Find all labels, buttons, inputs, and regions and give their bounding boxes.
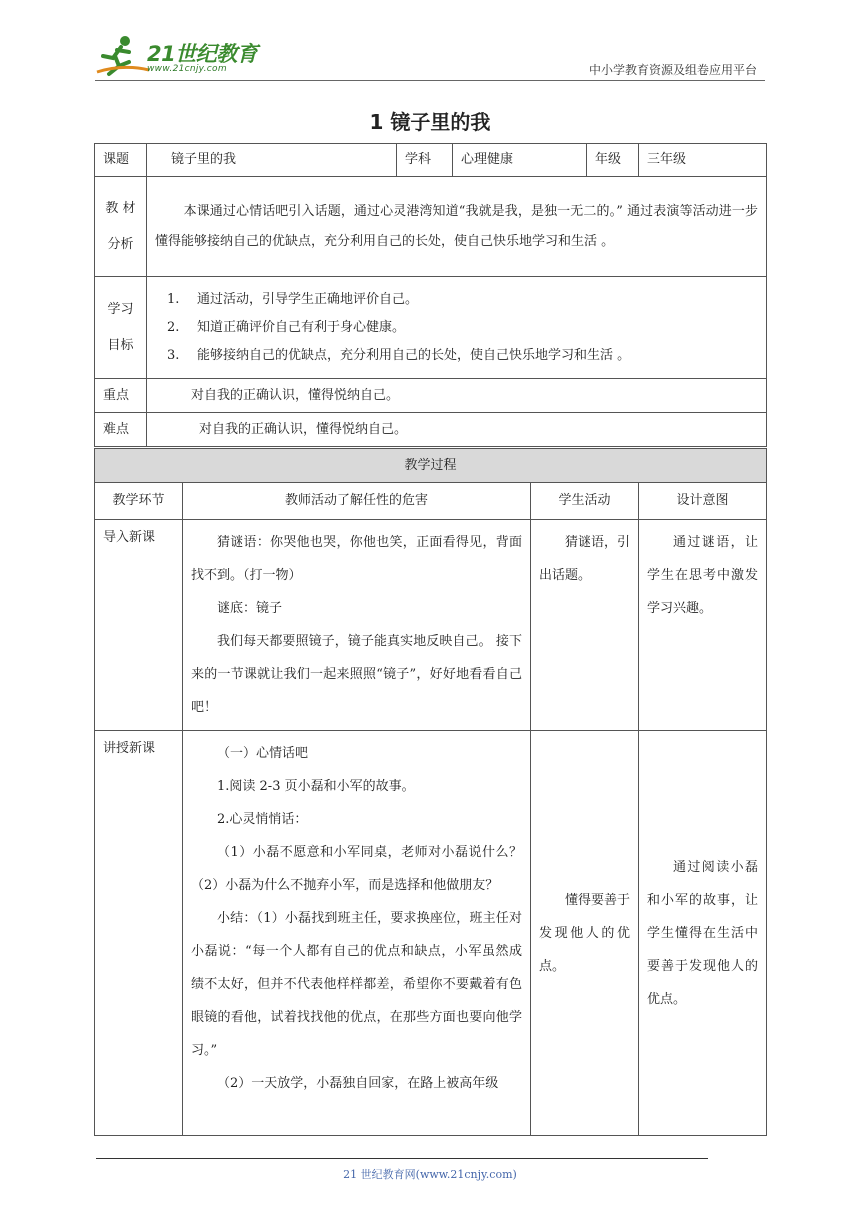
objective-item xyxy=(167,316,758,340)
teacher-activity-cell xyxy=(183,520,531,731)
process-banner: 教学过程 xyxy=(95,449,767,483)
student-activity-cell xyxy=(531,731,639,1136)
teacher-paragraph: 2.心灵悄悄话： xyxy=(217,812,308,827)
process-banner-row xyxy=(95,449,767,483)
objective-number: 2. xyxy=(167,319,180,335)
lesson-info-table xyxy=(94,143,767,447)
topic-row xyxy=(95,144,767,177)
objective-text: 能够接纳自己的优缺点，充分利用自己的长处，使自己快乐地学习和生活 。 xyxy=(197,347,631,363)
design-intent-text: 通过谜语，让学生在思考中激发学习兴趣。 xyxy=(647,535,759,616)
teacher-activity-cell xyxy=(183,731,531,1136)
analysis-label xyxy=(95,177,147,277)
runner-logo-icon xyxy=(95,34,151,78)
objectives-row xyxy=(95,277,767,379)
student-activity-text: 猜谜语，引出话题。 xyxy=(539,535,631,583)
document-title: 1 镜子里的我 xyxy=(369,110,491,134)
objective-number: 3. xyxy=(167,347,180,363)
process-row-new-lesson xyxy=(95,731,767,1136)
header-student-activity: 学生活动 xyxy=(531,483,639,520)
stage-cell: 导入新课 xyxy=(95,520,183,731)
header-teacher-activity: 教师活动了解任性的危害 xyxy=(183,483,531,520)
header-divider xyxy=(95,80,765,81)
key-point-label: 重点 xyxy=(95,379,147,413)
objective-item xyxy=(167,344,758,368)
subject-label: 学科 xyxy=(397,144,453,177)
header-design-intent: 设计意图 xyxy=(639,483,767,520)
difficulty-row xyxy=(95,413,767,447)
objective-text: 通过活动，引导学生正确地评价自己。 xyxy=(197,291,419,307)
objectives-label xyxy=(95,277,147,379)
teacher-paragraph: 小结：（1）小磊找到班主任，要求换座位，班主任对小磊说：“每一个人都有自己的优点和缺点，小军虽然成绩不太好，但并不代表他样样都差，希望你不要戴着有色眼镜的看他，试着找找他的优点，在那些方面也要向他学习。” xyxy=(191,911,522,1058)
header-stage: 教学环节 xyxy=(95,483,183,520)
student-activity-cell xyxy=(531,520,639,731)
stage-cell: 讲授新课 xyxy=(95,731,183,1136)
objectives-label-line2: 目标 xyxy=(107,337,134,353)
topic-value: 镜子里的我 xyxy=(147,144,397,177)
student-activity-text: 懂得要善于发现他人的优点。 xyxy=(539,892,631,974)
logo-site-text: www.21cnjy.com xyxy=(147,64,227,74)
analysis-label-line1: 教 材 xyxy=(105,200,136,216)
teaching-process-table xyxy=(94,448,767,1136)
teacher-paragraph: 1.阅读 2-3 页小磊和小军的故事。 xyxy=(217,779,415,794)
teacher-paragraph: 谜底：镜子 xyxy=(217,601,283,616)
footer-divider xyxy=(96,1158,708,1159)
objective-text: 知道正确评价自己有利于身心健康。 xyxy=(197,319,406,335)
logo-brand-text: 21世纪教育 xyxy=(147,42,258,66)
objectives-list xyxy=(155,288,758,368)
process-row-intro xyxy=(95,520,767,731)
design-intent-cell xyxy=(639,520,767,731)
difficulty-text: 对自我的正确认识，懂得悦纳自己。 xyxy=(147,413,767,447)
teacher-paragraph: （一）心情话吧 xyxy=(217,746,309,761)
analysis-label-line2: 分析 xyxy=(107,236,134,252)
design-intent-text: 通过阅读小磊和小军的故事，让学生懂得在生活中要善于发现他人的优点。 xyxy=(647,859,759,1007)
topic-label: 课题 xyxy=(95,144,147,177)
teacher-paragraph: 猜谜语：你哭他也哭，你他也笑，正面看得见，背面找不到。（打一物） xyxy=(191,535,522,583)
key-point-row xyxy=(95,379,767,413)
key-point-text: 对自我的正确认识，懂得悦纳自己。 xyxy=(147,379,767,413)
analysis-row xyxy=(95,177,767,277)
teacher-paragraph: （2）一天放学，小磊独自回家，在路上被高年级 xyxy=(217,1076,499,1091)
analysis-text: 本课通过心情话吧引入话题，通过心灵港湾知道“我就是我，是独一无二的。” 通过表演等活动进一步懂得能够接纳自己的优缺点，充分利用自己的长处，使自己快乐地学习和生活 。 xyxy=(147,177,767,277)
objective-item xyxy=(167,288,758,312)
objective-number: 1. xyxy=(167,291,180,307)
objectives-cell xyxy=(147,277,767,379)
difficulty-label: 难点 xyxy=(95,413,147,447)
platform-name: 中小学教育资源及组卷应用平台 xyxy=(588,63,757,77)
design-intent-cell xyxy=(639,731,767,1136)
subject-value: 心理健康 xyxy=(453,144,587,177)
process-header-row xyxy=(95,483,767,520)
page-header xyxy=(95,34,765,82)
objectives-label-line1: 学习 xyxy=(107,301,134,317)
grade-value: 三年级 xyxy=(639,144,767,177)
logo xyxy=(95,34,265,78)
grade-label: 年级 xyxy=(587,144,639,177)
teacher-paragraph: 我们每天都要照镜子，镜子能真实地反映自己。 接下来的一节课就让我们一起来照照“镜子”，好好地看看自己吧！ xyxy=(191,634,522,715)
teacher-paragraph: （1）小磊不愿意和小军同桌，老师对小磊说什么？（2）小磊为什么不抛弃小军，而是选择和他做朋友？ xyxy=(191,845,522,893)
footer-link[interactable]: 21 世纪教育网(www.21cnjy.com) xyxy=(343,1168,517,1181)
